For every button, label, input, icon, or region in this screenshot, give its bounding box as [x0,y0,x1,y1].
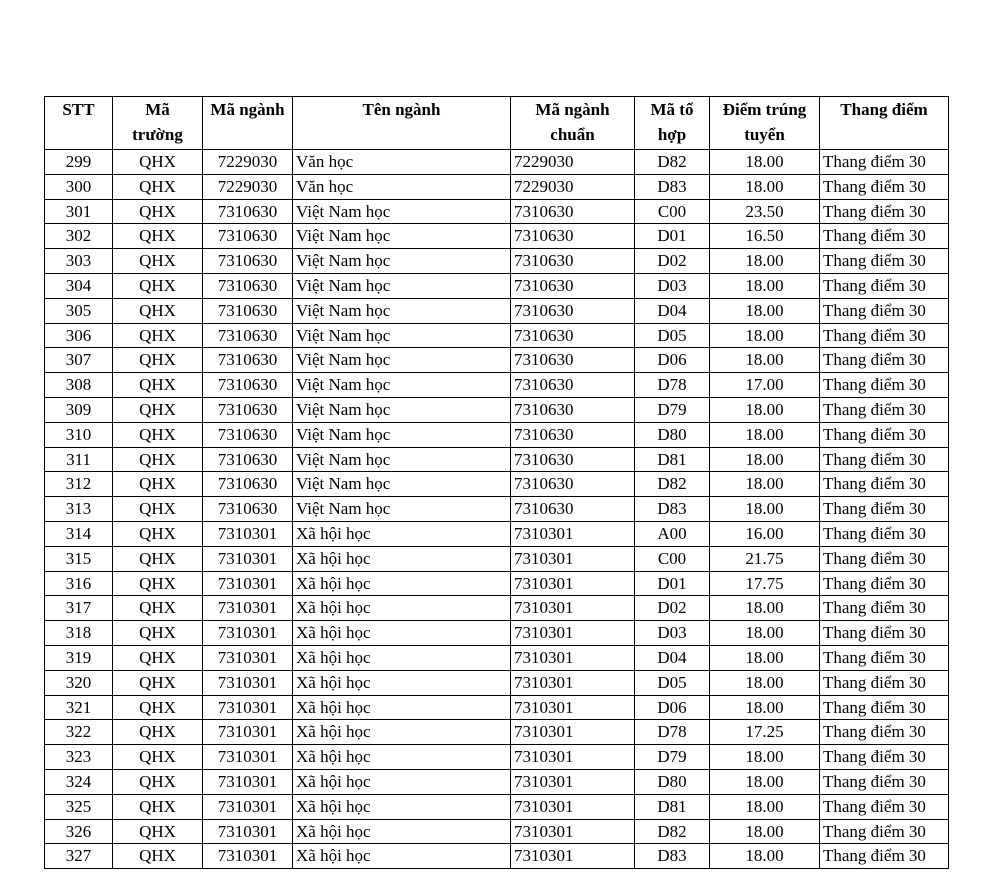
table-row [45,720,949,745]
ma-nganh-cell: 7310301 [203,645,293,670]
ma-nganh-cell: 7310301 [203,621,293,646]
ma-to-hop-cell: A00 [635,521,710,546]
table-row [45,447,949,472]
ten-nganh-cell: Việt Nam học [293,373,511,398]
thang-diem-cell: Thang điểm 30 [820,273,949,298]
stt-cell: 327 [45,844,113,869]
stt-cell: 322 [45,720,113,745]
table-row [45,422,949,447]
table-row [45,769,949,794]
diem-trung-tuyen-cell: 18.00 [710,174,820,199]
thang-diem-cell: Thang điểm 30 [820,596,949,621]
ma-truong-cell: QHX [113,571,203,596]
ma-truong-cell: QHX [113,472,203,497]
ten-nganh-cell: Văn học [293,150,511,175]
ma-nganh-chuan-cell: 7229030 [511,150,635,175]
ma-to-hop-cell: D79 [635,397,710,422]
table-row [45,745,949,770]
ma-to-hop-cell: D83 [635,497,710,522]
ma-nganh-cell: 7310630 [203,373,293,398]
diem-trung-tuyen-cell: 18.00 [710,249,820,274]
table-row [45,348,949,373]
ma-to-hop-cell: D78 [635,720,710,745]
diem-trung-tuyen-cell: 18.00 [710,497,820,522]
ma-to-hop-cell: D04 [635,298,710,323]
ma-to-hop-cell: D83 [635,844,710,869]
table-row [45,323,949,348]
thang-diem-cell: Thang điểm 30 [820,224,949,249]
table-row [45,249,949,274]
ma-nganh-cell: 7229030 [203,174,293,199]
thang-diem-cell: Thang điểm 30 [820,621,949,646]
ma-truong-cell: QHX [113,497,203,522]
ma-truong-cell: QHX [113,621,203,646]
header-ma-nganh: Mã ngành [203,97,293,150]
ma-nganh-chuan-cell: 7310301 [511,645,635,670]
stt-cell: 320 [45,670,113,695]
stt-cell: 315 [45,546,113,571]
ma-nganh-cell: 7310630 [203,397,293,422]
ma-nganh-chuan-cell: 7310301 [511,720,635,745]
diem-trung-tuyen-cell: 18.00 [710,447,820,472]
header-ma-nganh-chuan: Mã ngành chuẩn [511,97,635,150]
diem-trung-tuyen-cell: 18.00 [710,769,820,794]
ma-nganh-chuan-cell: 7310630 [511,298,635,323]
table-header [45,97,949,150]
table-row [45,397,949,422]
ma-truong-cell: QHX [113,819,203,844]
ten-nganh-cell: Xã hội học [293,695,511,720]
ma-truong-cell: QHX [113,596,203,621]
ma-to-hop-cell: C00 [635,199,710,224]
ma-nganh-cell: 7310630 [203,323,293,348]
stt-cell: 302 [45,224,113,249]
ma-nganh-chuan-cell: 7229030 [511,174,635,199]
ten-nganh-cell: Xã hội học [293,645,511,670]
ma-to-hop-cell: D83 [635,174,710,199]
diem-trung-tuyen-cell: 18.00 [710,621,820,646]
ma-truong-cell: QHX [113,844,203,869]
stt-cell: 326 [45,819,113,844]
ma-nganh-cell: 7310630 [203,422,293,447]
thang-diem-cell: Thang điểm 30 [820,397,949,422]
thang-diem-cell: Thang điểm 30 [820,720,949,745]
ma-nganh-chuan-cell: 7310301 [511,695,635,720]
table-row [45,546,949,571]
ma-nganh-cell: 7310630 [203,348,293,373]
diem-trung-tuyen-cell: 18.00 [710,298,820,323]
stt-cell: 324 [45,769,113,794]
thang-diem-cell: Thang điểm 30 [820,645,949,670]
stt-cell: 312 [45,472,113,497]
diem-trung-tuyen-cell: 18.00 [710,273,820,298]
ma-nganh-cell: 7310630 [203,472,293,497]
stt-cell: 304 [45,273,113,298]
ma-truong-cell: QHX [113,794,203,819]
ma-truong-cell: QHX [113,447,203,472]
diem-trung-tuyen-cell: 18.00 [710,150,820,175]
ma-nganh-chuan-cell: 7310630 [511,249,635,274]
ma-nganh-cell: 7310301 [203,670,293,695]
stt-cell: 325 [45,794,113,819]
ma-nganh-cell: 7310301 [203,720,293,745]
table-row [45,695,949,720]
table-row [45,794,949,819]
ma-nganh-chuan-cell: 7310301 [511,571,635,596]
ma-nganh-cell: 7310301 [203,596,293,621]
ten-nganh-cell: Việt Nam học [293,397,511,422]
ma-nganh-cell: 7310301 [203,695,293,720]
stt-cell: 305 [45,298,113,323]
ma-nganh-chuan-cell: 7310301 [511,769,635,794]
ma-to-hop-cell: D79 [635,745,710,770]
ten-nganh-cell: Việt Nam học [293,298,511,323]
ten-nganh-cell: Xã hội học [293,621,511,646]
table-row [45,224,949,249]
ma-to-hop-cell: D05 [635,670,710,695]
ten-nganh-cell: Xã hội học [293,844,511,869]
ma-nganh-chuan-cell: 7310301 [511,621,635,646]
stt-cell: 299 [45,150,113,175]
table-row [45,645,949,670]
ma-nganh-chuan-cell: 7310630 [511,224,635,249]
ma-nganh-chuan-cell: 7310301 [511,521,635,546]
ten-nganh-cell: Xã hội học [293,521,511,546]
ma-nganh-cell: 7310630 [203,273,293,298]
table-row [45,199,949,224]
ten-nganh-cell: Xã hội học [293,571,511,596]
ma-nganh-chuan-cell: 7310301 [511,745,635,770]
ma-to-hop-cell: D03 [635,621,710,646]
ma-nganh-chuan-cell: 7310630 [511,447,635,472]
header-stt: STT [45,97,113,150]
table-row [45,670,949,695]
ten-nganh-cell: Xã hội học [293,819,511,844]
ma-truong-cell: QHX [113,273,203,298]
ma-nganh-cell: 7310630 [203,497,293,522]
ma-nganh-cell: 7310301 [203,844,293,869]
ma-to-hop-cell: D04 [635,645,710,670]
stt-cell: 311 [45,447,113,472]
thang-diem-cell: Thang điểm 30 [820,472,949,497]
ma-nganh-cell: 7310630 [203,298,293,323]
ma-truong-cell: QHX [113,249,203,274]
table-row [45,596,949,621]
table-row [45,150,949,175]
table-row [45,521,949,546]
diem-trung-tuyen-cell: 21.75 [710,546,820,571]
ma-truong-cell: QHX [113,422,203,447]
thang-diem-cell: Thang điểm 30 [820,794,949,819]
stt-cell: 319 [45,645,113,670]
diem-trung-tuyen-cell: 18.00 [710,844,820,869]
ma-nganh-cell: 7310301 [203,745,293,770]
stt-cell: 308 [45,373,113,398]
stt-cell: 321 [45,695,113,720]
thang-diem-cell: Thang điểm 30 [820,298,949,323]
ma-truong-cell: QHX [113,769,203,794]
table-row [45,844,949,869]
table-row [45,373,949,398]
ma-nganh-chuan-cell: 7310301 [511,670,635,695]
stt-cell: 309 [45,397,113,422]
table-row [45,819,949,844]
ma-truong-cell: QHX [113,348,203,373]
thang-diem-cell: Thang điểm 30 [820,670,949,695]
ma-nganh-cell: 7310630 [203,224,293,249]
ma-nganh-chuan-cell: 7310630 [511,323,635,348]
ten-nganh-cell: Việt Nam học [293,273,511,298]
ma-to-hop-cell: D78 [635,373,710,398]
ten-nganh-cell: Xã hội học [293,794,511,819]
ma-nganh-cell: 7310301 [203,769,293,794]
ma-truong-cell: QHX [113,150,203,175]
header-ma-truong: Mã trường [113,97,203,150]
thang-diem-cell: Thang điểm 30 [820,249,949,274]
ten-nganh-cell: Việt Nam học [293,348,511,373]
ma-to-hop-cell: D05 [635,323,710,348]
stt-cell: 300 [45,174,113,199]
diem-trung-tuyen-cell: 18.00 [710,323,820,348]
ma-nganh-chuan-cell: 7310301 [511,794,635,819]
ma-nganh-cell: 7310301 [203,819,293,844]
stt-cell: 307 [45,348,113,373]
diem-trung-tuyen-cell: 18.00 [710,348,820,373]
diem-trung-tuyen-cell: 16.50 [710,224,820,249]
ten-nganh-cell: Việt Nam học [293,447,511,472]
ma-to-hop-cell: D81 [635,794,710,819]
ten-nganh-cell: Việt Nam học [293,199,511,224]
ma-nganh-chuan-cell: 7310630 [511,373,635,398]
header-diem-trung-tuyen: Điểm trúng tuyển [710,97,820,150]
diem-trung-tuyen-cell: 18.00 [710,397,820,422]
ten-nganh-cell: Việt Nam học [293,497,511,522]
header-ma-to-hop: Mã tổ hợp [635,97,710,150]
ma-truong-cell: QHX [113,397,203,422]
ma-to-hop-cell: D01 [635,224,710,249]
thang-diem-cell: Thang điểm 30 [820,199,949,224]
thang-diem-cell: Thang điểm 30 [820,447,949,472]
diem-trung-tuyen-cell: 17.25 [710,720,820,745]
stt-cell: 310 [45,422,113,447]
ma-to-hop-cell: D01 [635,571,710,596]
diem-trung-tuyen-cell: 18.00 [710,472,820,497]
ten-nganh-cell: Việt Nam học [293,249,511,274]
table-row [45,298,949,323]
diem-trung-tuyen-cell: 18.00 [710,794,820,819]
ten-nganh-cell: Xã hội học [293,769,511,794]
diem-trung-tuyen-cell: 23.50 [710,199,820,224]
table-row [45,472,949,497]
ma-truong-cell: QHX [113,373,203,398]
ten-nganh-cell: Văn học [293,174,511,199]
ma-nganh-cell: 7229030 [203,150,293,175]
admission-scores-table [44,96,949,869]
ma-truong-cell: QHX [113,695,203,720]
ma-nganh-chuan-cell: 7310301 [511,546,635,571]
stt-cell: 303 [45,249,113,274]
table-body [45,150,949,869]
ma-nganh-chuan-cell: 7310630 [511,273,635,298]
diem-trung-tuyen-cell: 18.00 [710,645,820,670]
thang-diem-cell: Thang điểm 30 [820,819,949,844]
ma-nganh-cell: 7310630 [203,199,293,224]
ma-nganh-chuan-cell: 7310301 [511,596,635,621]
thang-diem-cell: Thang điểm 30 [820,695,949,720]
ten-nganh-cell: Xã hội học [293,670,511,695]
header-ten-nganh: Tên ngành [293,97,511,150]
thang-diem-cell: Thang điểm 30 [820,373,949,398]
ma-nganh-cell: 7310301 [203,794,293,819]
ma-to-hop-cell: D80 [635,422,710,447]
ma-nganh-cell: 7310301 [203,571,293,596]
ma-nganh-chuan-cell: 7310630 [511,199,635,224]
stt-cell: 316 [45,571,113,596]
table-row [45,571,949,596]
stt-cell: 306 [45,323,113,348]
table-row [45,273,949,298]
ma-truong-cell: QHX [113,546,203,571]
ma-nganh-chuan-cell: 7310301 [511,844,635,869]
ma-nganh-cell: 7310301 [203,546,293,571]
stt-cell: 314 [45,521,113,546]
ma-to-hop-cell: D02 [635,596,710,621]
thang-diem-cell: Thang điểm 30 [820,745,949,770]
stt-cell: 317 [45,596,113,621]
table-row [45,174,949,199]
ma-nganh-chuan-cell: 7310630 [511,472,635,497]
diem-trung-tuyen-cell: 18.00 [710,422,820,447]
ma-to-hop-cell: D03 [635,273,710,298]
ten-nganh-cell: Việt Nam học [293,323,511,348]
ma-truong-cell: QHX [113,670,203,695]
diem-trung-tuyen-cell: 18.00 [710,596,820,621]
diem-trung-tuyen-cell: 17.75 [710,571,820,596]
ten-nganh-cell: Xã hội học [293,745,511,770]
ma-nganh-chuan-cell: 7310630 [511,348,635,373]
diem-trung-tuyen-cell: 16.00 [710,521,820,546]
ma-to-hop-cell: D82 [635,819,710,844]
ma-truong-cell: QHX [113,323,203,348]
ma-to-hop-cell: D02 [635,249,710,274]
ma-to-hop-cell: D81 [635,447,710,472]
ma-truong-cell: QHX [113,745,203,770]
ma-truong-cell: QHX [113,199,203,224]
ma-truong-cell: QHX [113,645,203,670]
ten-nganh-cell: Xã hội học [293,546,511,571]
stt-cell: 323 [45,745,113,770]
ma-to-hop-cell: D82 [635,472,710,497]
ma-to-hop-cell: C00 [635,546,710,571]
thang-diem-cell: Thang điểm 30 [820,348,949,373]
stt-cell: 301 [45,199,113,224]
header-row [45,97,949,150]
ma-truong-cell: QHX [113,298,203,323]
ten-nganh-cell: Xã hội học [293,720,511,745]
thang-diem-cell: Thang điểm 30 [820,546,949,571]
thang-diem-cell: Thang điểm 30 [820,323,949,348]
ma-to-hop-cell: D80 [635,769,710,794]
diem-trung-tuyen-cell: 18.00 [710,819,820,844]
ma-to-hop-cell: D06 [635,695,710,720]
ma-nganh-cell: 7310630 [203,249,293,274]
ma-truong-cell: QHX [113,720,203,745]
thang-diem-cell: Thang điểm 30 [820,174,949,199]
diem-trung-tuyen-cell: 17.00 [710,373,820,398]
thang-diem-cell: Thang điểm 30 [820,571,949,596]
ten-nganh-cell: Việt Nam học [293,472,511,497]
thang-diem-cell: Thang điểm 30 [820,769,949,794]
ma-to-hop-cell: D82 [635,150,710,175]
ma-truong-cell: QHX [113,224,203,249]
diem-trung-tuyen-cell: 18.00 [710,695,820,720]
ma-nganh-chuan-cell: 7310630 [511,497,635,522]
table-row [45,621,949,646]
thang-diem-cell: Thang điểm 30 [820,521,949,546]
stt-cell: 313 [45,497,113,522]
ma-nganh-cell: 7310301 [203,521,293,546]
ma-nganh-cell: 7310630 [203,447,293,472]
thang-diem-cell: Thang điểm 30 [820,422,949,447]
stt-cell: 318 [45,621,113,646]
ma-nganh-chuan-cell: 7310630 [511,397,635,422]
thang-diem-cell: Thang điểm 30 [820,844,949,869]
diem-trung-tuyen-cell: 18.00 [710,670,820,695]
diem-trung-tuyen-cell: 18.00 [710,745,820,770]
thang-diem-cell: Thang điểm 30 [820,150,949,175]
ma-to-hop-cell: D06 [635,348,710,373]
table-row [45,497,949,522]
ten-nganh-cell: Việt Nam học [293,224,511,249]
ten-nganh-cell: Xã hội học [293,596,511,621]
ma-nganh-chuan-cell: 7310630 [511,422,635,447]
header-thang-diem: Thang điểm [820,97,949,150]
thang-diem-cell: Thang điểm 30 [820,497,949,522]
ma-nganh-chuan-cell: 7310301 [511,819,635,844]
ma-truong-cell: QHX [113,174,203,199]
ma-truong-cell: QHX [113,521,203,546]
ten-nganh-cell: Việt Nam học [293,422,511,447]
